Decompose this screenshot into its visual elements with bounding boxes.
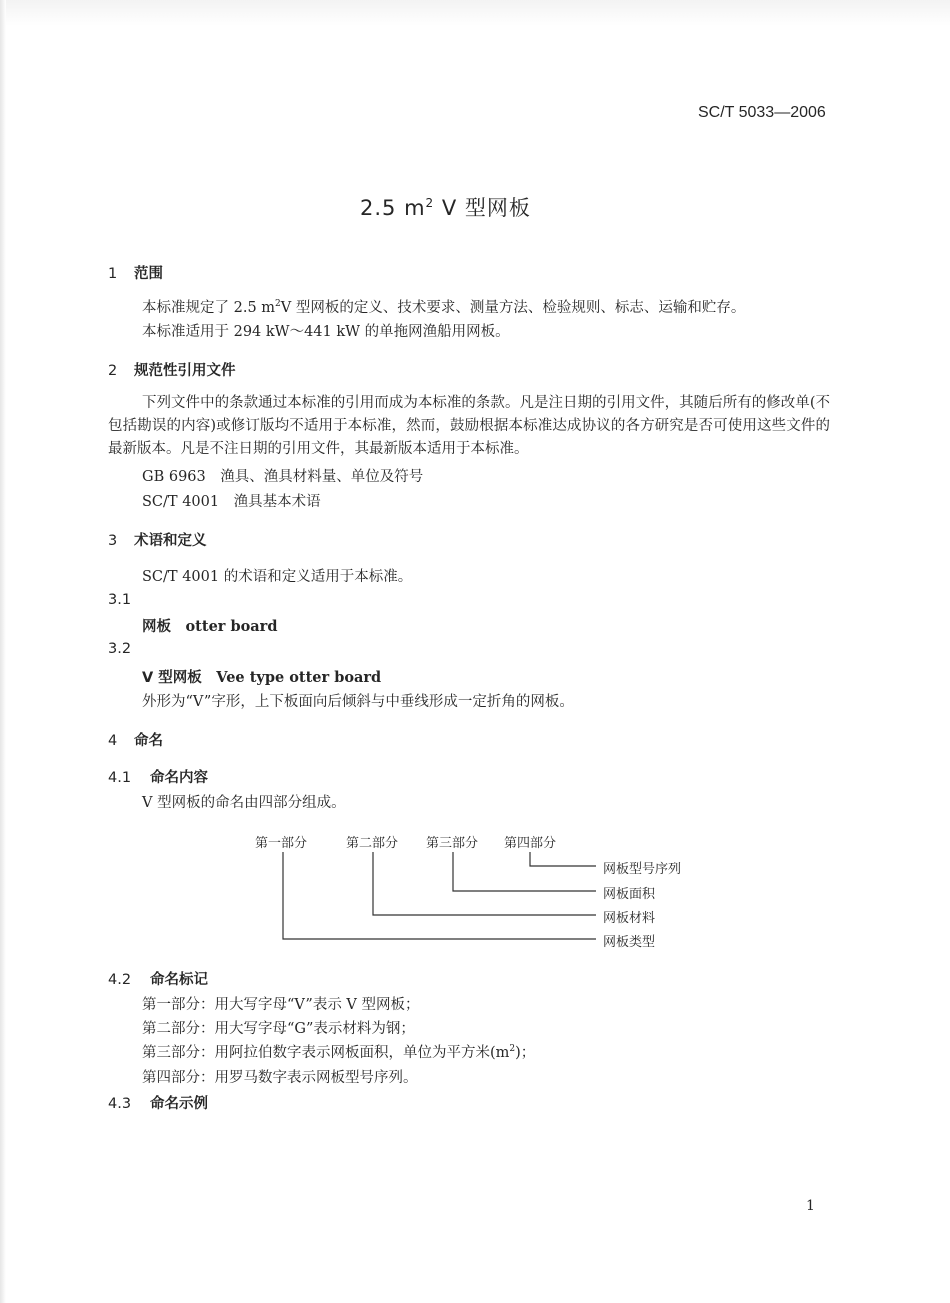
title-suffix: V 型网板 bbox=[434, 196, 531, 220]
subsection-number: 4.2 bbox=[108, 972, 132, 988]
diagram-part-3: 第三部分 bbox=[426, 836, 479, 851]
section-number: 4 bbox=[108, 733, 118, 749]
section-2-paragraph: 下列文件中的条款通过本标准的引用而成为本标准的条款。凡是注日期的引用文件，其随后所有的修改单(不包括勘误的内容)或修订版均不适用于本标准，然而，鼓励根据本标准达成协议的各方研究是否可使用这些文件的最新版本。凡是不注日期的引用文件，其最新版本适用于本标准。 bbox=[108, 395, 830, 457]
term-3-1-number: 3.1 bbox=[108, 592, 132, 608]
leader-line-part-1 bbox=[283, 852, 596, 939]
leader-line-part-4 bbox=[530, 852, 596, 866]
superscript: 2 bbox=[509, 1044, 516, 1055]
section-title: 术语和定义 bbox=[134, 533, 207, 549]
naming-rule-part-2: 第二部分：用大写字母“G”表示材料为钢； bbox=[142, 1021, 415, 1037]
subsection-title: 命名内容 bbox=[150, 770, 208, 786]
text-run: V 型网板的定义、技术要求、测量方法、检验规则、标志、运输和贮存。 bbox=[280, 300, 746, 316]
term-english: otter board bbox=[185, 618, 278, 635]
term-3-2-definition: 外形为“V”字形，上下板面向后倾斜与中垂线形成一定折角的网板。 bbox=[142, 694, 574, 710]
page-number: 1 bbox=[806, 1198, 815, 1214]
subsection-number: 4.3 bbox=[108, 1096, 132, 1112]
section-number: 3 bbox=[108, 533, 118, 549]
diagram-part-2: 第二部分 bbox=[346, 836, 399, 851]
term-chinese: V 型网板 bbox=[142, 670, 202, 686]
diagram-part-1: 第一部分 bbox=[255, 836, 308, 851]
title-prefix: 2.5 m bbox=[360, 196, 426, 220]
subsection-number: 4.1 bbox=[108, 770, 132, 786]
section-title: 范围 bbox=[134, 266, 163, 282]
section-title: 命名 bbox=[134, 733, 163, 749]
diagram-label-area: 网板面积 bbox=[603, 887, 656, 902]
section-3-paragraph: SC/T 4001 的术语和定义适用于本标准。 bbox=[142, 569, 413, 585]
subsection-title: 命名标记 bbox=[150, 972, 208, 988]
naming-rule-part-4: 第四部分：用罗马数字表示网板型号序列。 bbox=[142, 1070, 418, 1086]
section-1-paragraph-2: 本标准适用于 294 kW～441 kW 的单拖网渔船用网板。 bbox=[142, 324, 510, 340]
superscript: 2 bbox=[275, 299, 281, 310]
text-run: )； bbox=[515, 1045, 536, 1061]
subsection-4-2-heading bbox=[108, 968, 208, 989]
term-3-2-number: 3.2 bbox=[108, 641, 132, 657]
section-number: 1 bbox=[108, 266, 118, 282]
leader-line-part-2 bbox=[373, 852, 596, 915]
subsection-title: 命名示例 bbox=[150, 1096, 208, 1112]
diagram-label-type: 网板类型 bbox=[603, 935, 656, 950]
naming-rule-part-1: 第一部分：用大写字母“V”表示 V 型网板； bbox=[142, 997, 420, 1013]
section-number: 2 bbox=[108, 363, 118, 379]
subsection-4-1-paragraph: V 型网板的命名由四部分组成。 bbox=[142, 795, 346, 811]
text-run: 第三部分：用阿拉伯数字表示网板面积，单位为平方米(m bbox=[142, 1045, 510, 1061]
section-title: 规范性引用文件 bbox=[134, 363, 236, 379]
standard-code: SC/T 5033—2006 bbox=[698, 104, 826, 121]
term-english: Vee type otter board bbox=[216, 669, 382, 686]
diagram-part-4: 第四部分 bbox=[504, 836, 557, 851]
diagram-label-material: 网板材料 bbox=[603, 911, 656, 926]
subsection-4-3-heading bbox=[108, 1092, 208, 1113]
leader-line-part-3 bbox=[453, 852, 596, 891]
reference-sc-t-4001: SC/T 4001 渔具基本术语 bbox=[142, 494, 321, 510]
text-run: 本标准规定了 2.5 m bbox=[142, 300, 276, 316]
diagram-label-model-series: 网板型号序列 bbox=[603, 862, 682, 877]
reference-gb-6963: GB 6963 渔具、渔具材料量、单位及符号 bbox=[142, 469, 424, 485]
term-chinese: 网板 bbox=[142, 619, 171, 635]
title-superscript: 2 bbox=[425, 196, 435, 210]
naming-rule-part-3 bbox=[142, 1041, 535, 1062]
